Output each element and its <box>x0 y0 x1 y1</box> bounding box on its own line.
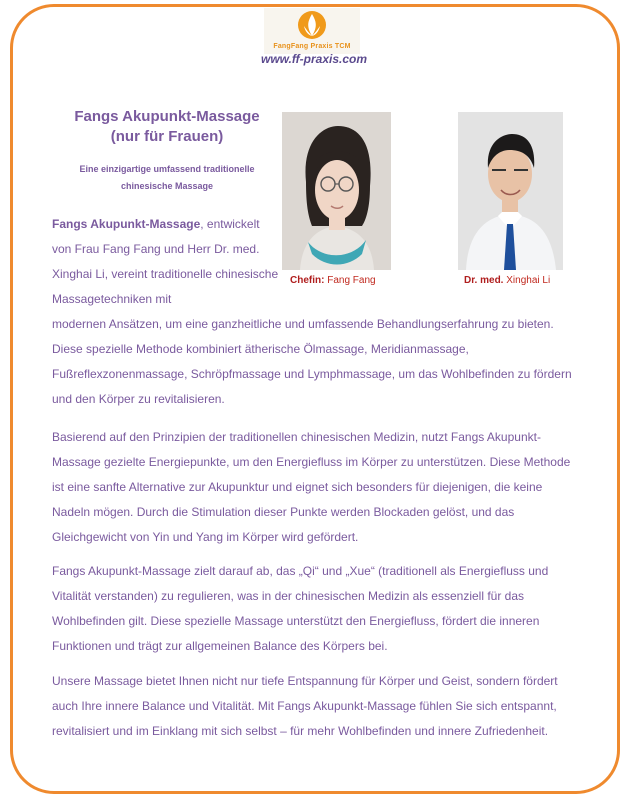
logo-text: FangFang Praxis TCM <box>273 43 351 50</box>
caption-role: Dr. med. <box>464 275 504 286</box>
page-title <box>52 107 282 147</box>
photo-xinghai-li <box>458 112 563 270</box>
title-line-1: Fangs Akupunkt-Massage <box>74 108 260 125</box>
intro-paragraph <box>52 212 280 312</box>
caption-name: Fang Fang <box>327 275 376 286</box>
caption-name: Xinghai Li <box>506 275 551 286</box>
title-line-2: (nur für Frauen) <box>110 128 224 145</box>
intro-continuation: modernen Ansätzen, um eine ganzheitliche und umfassende Behandlungserfahrung zu bieten. Diese spezielle Methode kombiniert ätherische Ölmassage, Meridianmassage, Fußreflexzonenmassage, Schröpfmassage und Lymphmassage, um das Wohlbefinden zu fördern und den Körper zu revitalisieren. <box>52 317 572 406</box>
website-link[interactable]: www.ff-praxis.com <box>260 52 368 66</box>
intro-rest: , entwickelt von Frau Fang Fang und Herr Dr. med. Xinghai Li, vereint traditionelle chinesische Massagetechniken mit <box>52 217 279 306</box>
flame-logo-icon <box>264 8 360 44</box>
caption-fang-fang <box>290 275 376 286</box>
subtitle-line-2: chinesische Massage <box>120 181 214 191</box>
praxis-logo <box>264 8 360 54</box>
photo-fang-fang <box>282 112 391 270</box>
caption-role: Chefin: <box>290 275 325 286</box>
page-subtitle <box>52 161 282 195</box>
paragraph-4: Unsere Massage bietet Ihnen nicht nur tiefe Entspannung für Körper und Geist, sondern fördert auch Ihre innere Balance und Vitalität. Mit Fangs Akupunkt-Massage fühlen Sie sich entspannt, revitalisiert und im Einklang mit sich selbst – für mehr Wohlbefinden und innere Zufriedenheit. <box>52 674 558 738</box>
paragraph-3: Fangs Akupunkt-Massage zielt darauf ab, das „Qi“ und „Xue“ (traditionell als Energiefluss und Vitalität verstanden) zu regulieren, was in der chinesischen Medizin als essenziell für das Wohlbefinden gilt. Diese spezielle Massage unterstützt den Energiefluss, fördert die inneren Funktionen und trägt zur allgemeinen Balance des Körpers bei. <box>52 564 549 653</box>
intro-bold: Fangs Akupunkt-Massage <box>52 217 201 231</box>
caption-xinghai-li <box>464 275 550 286</box>
paragraph-2: Basierend auf den Prinzipien der traditionellen chinesischen Medizin, nutzt Fangs Akupunkt-Massage gezielte Energiepunkte, um den Energiefluss im Körper zu unterstützen. Diese Methode ist eine sanfte Alternative zur Akupunktur und eignet sich besonders für diejenigen, die keine Nadeln mögen. Durch die Stimulation dieser Punkte werden Blockaden gelöst, und das Gleichgewicht von Yin und Yang im Körper wird gefördert. <box>52 430 571 544</box>
subtitle-line-1: Eine einzigartige umfassend traditionelle <box>79 164 255 174</box>
